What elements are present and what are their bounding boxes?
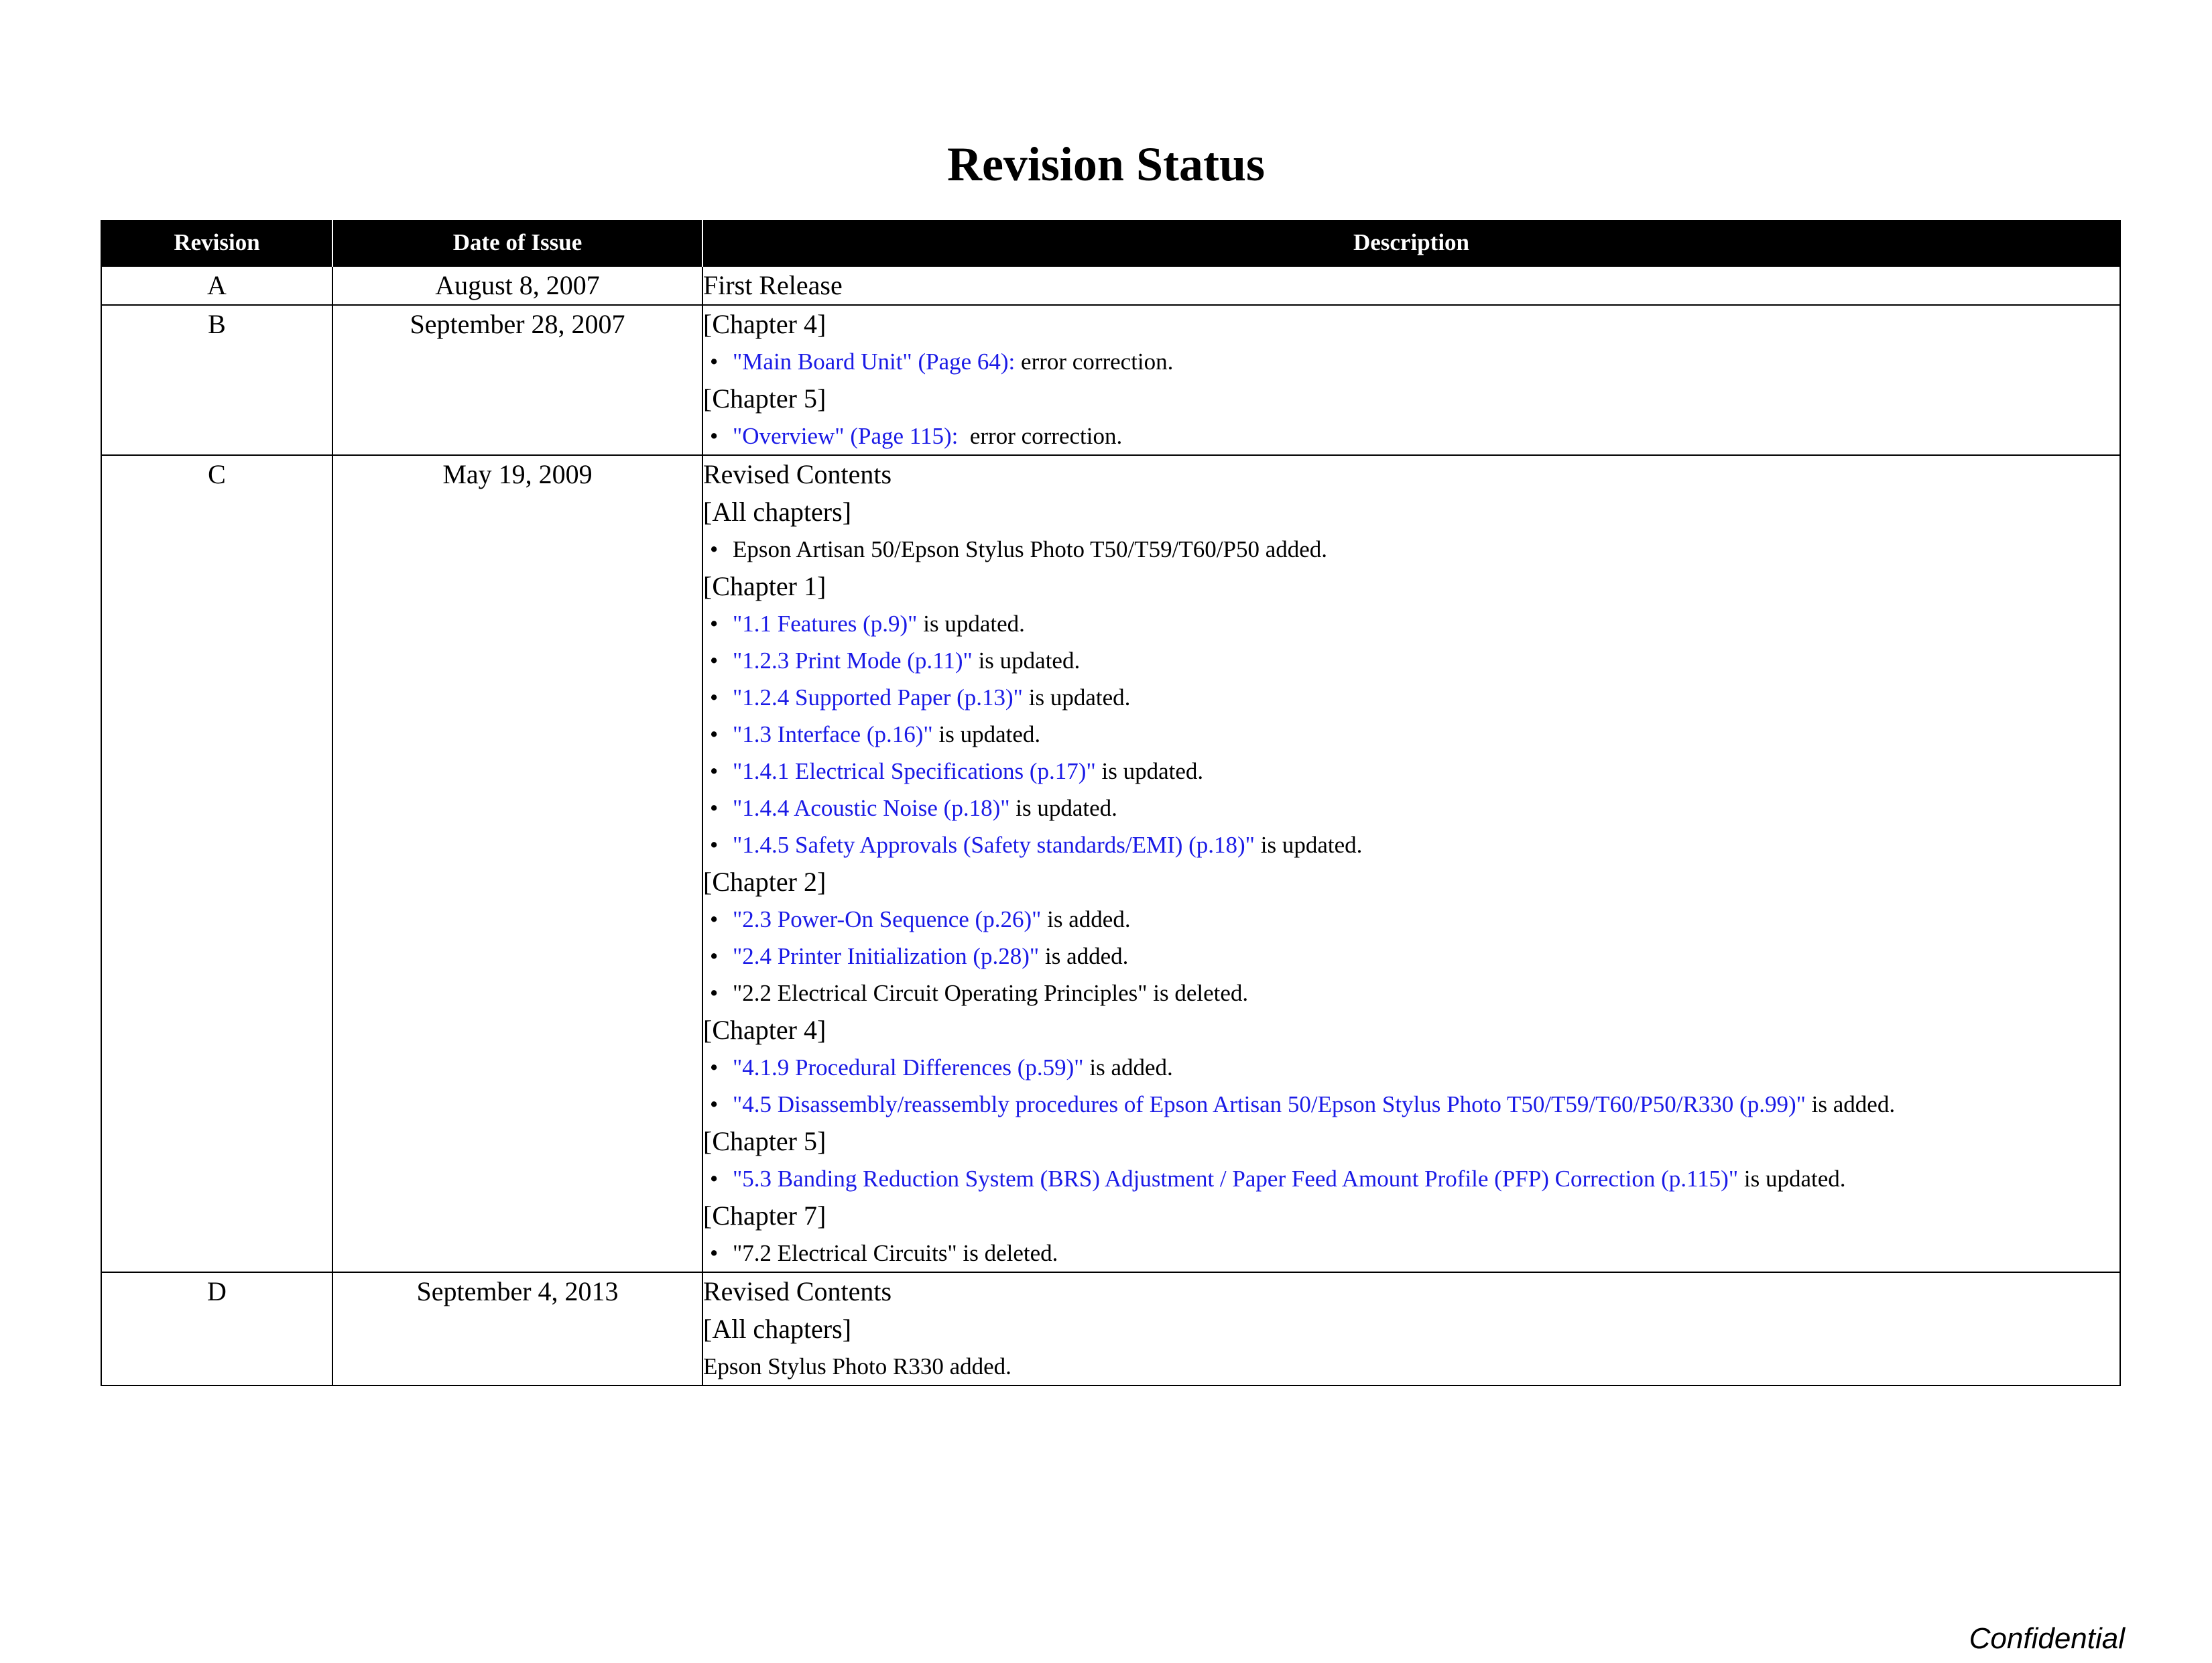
cross-reference-link[interactable]: "4.5 Disassembly/reassembly procedures of Epson Artisan 50/Epson Stylus Photo T50/T59/T60/P50/R330 (p.99)" (733, 1091, 1806, 1117)
section-heading: [Chapter 5] (703, 1126, 826, 1156)
section-heading: [Chapter 1] (703, 571, 826, 601)
date-cell: May 19, 2009 (332, 455, 702, 1272)
bullet-icon: • (710, 1054, 719, 1081)
bullet-text: is updated. (1022, 684, 1131, 711)
section-heading: Revised Contents (703, 1276, 892, 1306)
description-cell (702, 305, 2120, 455)
cross-reference-link[interactable]: "1.3 Interface (p.16)" (733, 721, 933, 747)
bullet-icon: • (710, 943, 719, 969)
bullet-text: error correction. (1015, 349, 1174, 375)
bullet-item (703, 901, 2119, 938)
bullet-icon: • (710, 1091, 719, 1117)
cross-reference-link[interactable]: "2.4 Printer Initialization (p.28)" (733, 943, 1040, 969)
bullet-icon: • (710, 423, 719, 449)
bullet-text: is added. (1039, 943, 1129, 969)
cross-reference-link[interactable]: "1.1 Features (p.9)" (733, 611, 918, 637)
bullet-text: is updated. (1738, 1166, 1846, 1192)
bullet-icon: • (710, 684, 719, 711)
bullet-text: is updated. (1009, 795, 1117, 821)
bullet-item (703, 975, 2119, 1011)
description-cell (702, 266, 2120, 305)
bullet-item (703, 753, 2119, 790)
date-cell: August 8, 2007 (332, 266, 702, 305)
description-cell (702, 455, 2120, 1272)
bullet-item (703, 716, 2119, 753)
column-header-revision: Revision (101, 220, 332, 266)
table-row (101, 455, 2120, 1272)
section-heading: [Chapter 2] (703, 867, 826, 897)
description-cell (702, 1272, 2120, 1385)
confidential-label: Confidential (1969, 1622, 2125, 1655)
bullet-icon: • (710, 721, 719, 747)
table-row (101, 266, 2120, 305)
column-header-description: Description (702, 220, 2120, 266)
bullet-item (703, 605, 2119, 642)
cross-reference-link[interactable]: "1.2.4 Supported Paper (p.13)" (733, 684, 1023, 711)
page-title: Revision Status (946, 137, 1266, 191)
bullet-item (703, 790, 2119, 826)
bullet-item (703, 642, 2119, 679)
date-cell: September 4, 2013 (332, 1272, 702, 1385)
revision-cell: D (101, 1272, 332, 1385)
bullet-icon: • (710, 1166, 719, 1192)
cross-reference-link[interactable]: "1.4.4 Acoustic Noise (p.18)" (733, 795, 1010, 821)
section-heading: [Chapter 4] (703, 309, 826, 339)
bullet-item (703, 343, 2119, 380)
bullet-icon: • (710, 611, 719, 637)
bullet-item (703, 826, 2119, 863)
bullet-item (703, 418, 2119, 454)
bullet-icon: • (710, 906, 719, 932)
bullet-item (703, 1160, 2119, 1197)
bullet-icon: • (710, 648, 719, 674)
cross-reference-link[interactable]: "Overview" (Page 115): (733, 423, 959, 449)
cross-reference-link[interactable]: "1.2.3 Print Mode (p.11)" (733, 648, 973, 674)
bullet-text: is updated. (917, 611, 1025, 637)
section-heading: [All chapters] (703, 497, 852, 527)
bullet-text: "7.2 Electrical Circuits" is deleted. (733, 1240, 1058, 1266)
bullet-icon: • (710, 795, 719, 821)
bullet-text: is added. (1805, 1091, 1896, 1117)
bullet-item (703, 1235, 2119, 1272)
table-row (101, 1272, 2120, 1385)
cross-reference-link[interactable]: "1.4.5 Safety Approvals (Safety standards/EMI) (p.18)" (733, 832, 1255, 858)
section-heading: [All chapters] (703, 1314, 852, 1344)
bullet-icon: • (710, 980, 719, 1006)
bullet-item (703, 938, 2119, 975)
bullet-item (703, 531, 2119, 568)
cross-reference-link[interactable]: "4.1.9 Procedural Differences (p.59)" (733, 1054, 1084, 1081)
table-header-row (101, 220, 2120, 266)
bullet-text: error correction. (958, 423, 1123, 449)
revision-cell: C (101, 455, 332, 1272)
revision-cell: B (101, 305, 332, 455)
section-heading: [Chapter 4] (703, 1015, 826, 1045)
section-heading: [Chapter 5] (703, 383, 826, 414)
bullet-item (703, 679, 2119, 716)
bullet-icon: • (710, 758, 719, 784)
cross-reference-link[interactable]: "Main Board Unit" (Page 64): (733, 349, 1016, 375)
revision-table (101, 220, 2121, 1386)
bullet-text: is updated. (1254, 832, 1363, 858)
section-heading: First Release (703, 270, 843, 300)
revision-cell: A (101, 266, 332, 305)
cross-reference-link[interactable]: "1.4.1 Electrical Specifications (p.17)" (733, 758, 1096, 784)
bullet-text: is updated. (972, 648, 1081, 674)
bullet-icon: • (710, 349, 719, 375)
bullet-text: is updated. (1095, 758, 1204, 784)
bullet-icon: • (710, 536, 719, 562)
bullet-icon: • (710, 1240, 719, 1266)
description-text: Epson Stylus Photo R330 added. (703, 1353, 1011, 1379)
cross-reference-link[interactable]: "5.3 Banding Reduction System (BRS) Adjustment / Paper Feed Amount Profile (PFP) Correction (p.115)" (733, 1166, 1739, 1192)
table-row (101, 305, 2120, 455)
bullet-icon: • (710, 832, 719, 858)
bullet-item (703, 1049, 2119, 1086)
bullet-text: is updated. (932, 721, 1041, 747)
bullet-text: is added. (1041, 906, 1131, 932)
bullet-text: "2.2 Electrical Circuit Operating Principles" is deleted. (733, 980, 1249, 1006)
bullet-item (703, 1086, 2119, 1123)
bullet-text: Epson Artisan 50/Epson Stylus Photo T50/T59/T60/P50 added. (733, 536, 1328, 562)
column-header-date: Date of Issue (332, 220, 702, 266)
date-cell: September 28, 2007 (332, 305, 702, 455)
section-heading: Revised Contents (703, 459, 892, 489)
bullet-text: is added. (1083, 1054, 1173, 1081)
cross-reference-link[interactable]: "2.3 Power-On Sequence (p.26)" (733, 906, 1042, 932)
table-body (101, 266, 2120, 1385)
section-heading: [Chapter 7] (703, 1200, 826, 1231)
